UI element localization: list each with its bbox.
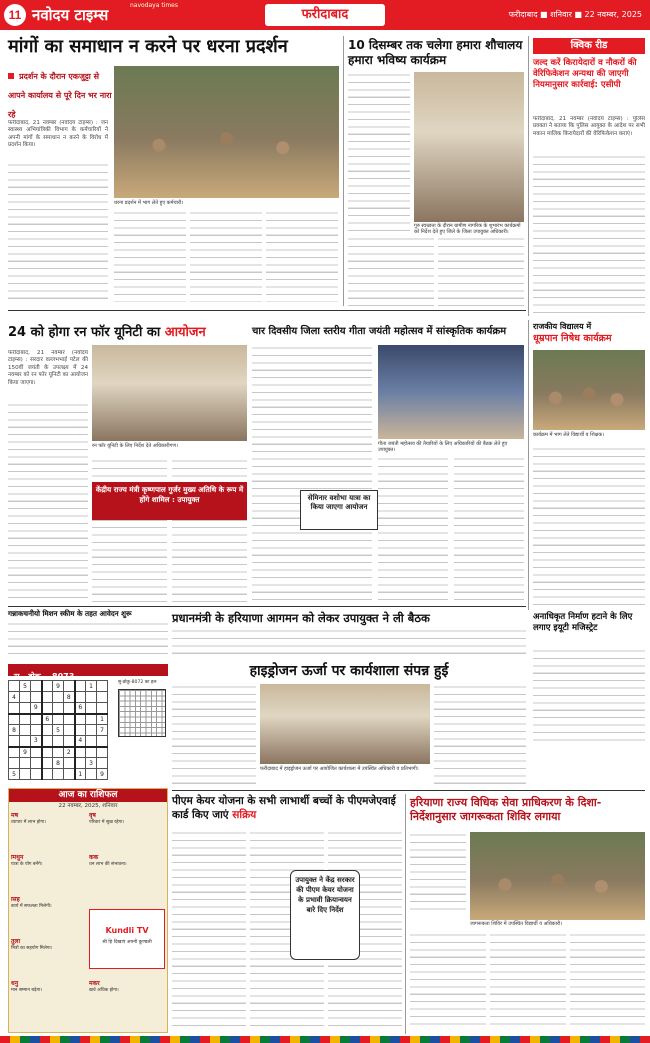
horoscope-title: आज का राशिफल xyxy=(9,789,167,802)
sign-name: कर्क xyxy=(89,855,99,861)
sudoku-cell: 2 xyxy=(64,747,75,758)
sudoku-cell xyxy=(64,681,75,692)
s10-body-col2 xyxy=(434,684,526,784)
s5-box-text: सेमिनार वशोभा यात्रा का किया जाएगा आयोजन xyxy=(307,494,371,511)
s1-subhead xyxy=(8,64,113,121)
sudoku-cell xyxy=(53,736,64,747)
sudoku-cell: 5 xyxy=(53,725,64,736)
s1-photo xyxy=(114,66,339,198)
s3-lede: फरीदाबाद, 21 नवम्बर (नवोदय टाइम्स) : पुलिस प्रवक्ता ने बताया कि पुलिस आयुक्त के आदेश पर सभी मकान मालिक किरायेदारों की वेरिफिकेशन कराएं। xyxy=(533,116,645,137)
sudoku-cell xyxy=(86,736,97,747)
sudoku-cell: 8 xyxy=(64,692,75,703)
sign-name: मेष xyxy=(11,813,19,819)
sudoku-cell xyxy=(31,758,42,769)
sign-text: परिवार में सुख रहेगा। xyxy=(89,819,125,825)
sign-text: व्यापार में लाभ होगा। xyxy=(11,819,46,825)
s3-kicker-bar xyxy=(533,38,645,54)
s4-headline-a: 24 को होगा रन फॉर यूनिटी का xyxy=(8,325,161,340)
footer-stripe xyxy=(0,1036,650,1043)
sudoku-prev-grid xyxy=(118,689,166,737)
sudoku-cell xyxy=(9,681,20,692)
sudoku-cell xyxy=(31,681,42,692)
s12-caption: जागरूकता शिविर में उपस्थित विद्यार्थी व अधिकारी। xyxy=(470,921,563,927)
s5-photo xyxy=(378,345,524,439)
sudoku-cell: 6 xyxy=(75,703,86,714)
sudoku-cell xyxy=(97,736,108,747)
sudoku-cell: 9 xyxy=(97,769,108,780)
divider xyxy=(528,320,529,610)
sudoku-cell xyxy=(53,714,64,725)
s6-photo xyxy=(533,350,645,430)
s4-caption: रन फॉर यूनिटी के लिए निर्देश देते अधिकारीगण। xyxy=(92,443,178,449)
horoscope-sign xyxy=(89,813,151,853)
sudoku-cell xyxy=(97,747,108,758)
sudoku-cell xyxy=(20,736,31,747)
s1-body-col1 xyxy=(8,162,108,302)
sign-text: मान सम्मान बढ़ेगा। xyxy=(11,987,43,993)
s11-body-col1 xyxy=(172,830,246,1030)
s2-body-col2 xyxy=(348,236,434,306)
sudoku-cell: 9 xyxy=(20,747,31,758)
sudoku-cell xyxy=(86,714,97,725)
s7-body xyxy=(8,621,168,659)
sudoku-cell: 5 xyxy=(9,769,20,780)
sudoku-cell: 1 xyxy=(97,714,108,725)
s2-body-col3 xyxy=(438,236,524,306)
sign-name: मिथुन xyxy=(11,855,24,861)
sign-text: कार्य में सफलता मिलेगी। xyxy=(11,903,52,909)
s12-headline: हरियाणा राज्य विधिक सेवा प्राधिकरण के दिशा-निर्देशानुसार जागरूकता शिविर लगाया xyxy=(410,796,602,823)
sign-name: तुला xyxy=(11,939,21,945)
s6-kicker: राजकीय विद्यालय में xyxy=(533,322,592,331)
sudoku-cell xyxy=(42,725,53,736)
s9-headline: अनाधिकृत निर्माण हटाने के लिए लगाए इयूटी मजिस्ट्रेट xyxy=(533,612,633,633)
s4-headline-b: आयोजन xyxy=(164,325,206,340)
sign-text: धन लाभ की संभावना। xyxy=(89,861,127,867)
edition-city: फरीदाबाद xyxy=(265,4,385,26)
sudoku-number: 8073 xyxy=(52,672,75,681)
sudoku-cell xyxy=(86,769,97,780)
kundli-logo: Kundli TV xyxy=(105,926,149,935)
s10-photo xyxy=(260,684,430,764)
s1-caption: धरना प्रदर्शन में भाग लेते हुए कर्मचारी। xyxy=(114,200,184,206)
horoscope-sign xyxy=(11,981,73,1021)
sudoku-cell xyxy=(42,703,53,714)
sudoku-cell: 3 xyxy=(86,758,97,769)
s1-subhead-text: प्रदर्शन के दौरान एकजुट्टा से आपने कार्यालय से पूरे दिन भर नारा रहे xyxy=(8,72,112,119)
sudoku-cell xyxy=(9,747,20,758)
s5-box xyxy=(300,490,378,530)
sudoku-cell xyxy=(97,692,108,703)
bullet-icon xyxy=(8,73,14,79)
s5-headline: चार दिवसीय जिला स्तरीय गीता जयंती महोत्सव में सांस्कृतिक कार्यक्रम xyxy=(252,326,507,337)
sudoku-cell xyxy=(9,714,20,725)
s7-headline: गन्नाकचनीयो मिशन स्कीम के तहत आवेदन शुरू xyxy=(8,609,132,618)
s5-body-col3 xyxy=(454,456,524,602)
sudoku-cell xyxy=(64,736,75,747)
sudoku-cell xyxy=(42,758,53,769)
sign-name: मकर xyxy=(89,981,100,987)
sudoku-cell xyxy=(20,725,31,736)
sudoku-cell xyxy=(31,714,42,725)
s1-body-col3 xyxy=(190,210,262,302)
sudoku-grid xyxy=(8,680,108,780)
sudoku-cell xyxy=(75,758,86,769)
s2-caption: गुरु स्वच्छता के दौरान ग्रामीण नागरिक के शुभारंभ कार्यक्रमों को निर्देश देते हुए जिले के जिला उपायुक्त अधिकारी। xyxy=(414,223,521,235)
s4-body-col2 xyxy=(92,458,167,602)
s6-caption: कार्यक्रम में भाग लेते विद्यार्थी व शिक्षक। xyxy=(533,432,605,438)
sudoku-cell xyxy=(64,725,75,736)
s12-photo xyxy=(470,832,645,920)
sudoku-cell xyxy=(53,703,64,714)
s1-lede: फरीदाबाद, 21 नवम्बर (नवोदय टाइम्स) : जन स्वास्थ्य अभियांत्रिकी विभाग के कर्मचारियों ने अपनी मांगों के समाधान न करने के विरोध में प्रदर्शन किया। xyxy=(8,120,108,149)
s11-headline-a: पीएम केयर योजना के सभी लाभार्थी बच्चों के पीएमजेएवाई कार्ड किए जाएं xyxy=(172,795,396,821)
masthead xyxy=(0,0,650,30)
sudoku-cell xyxy=(20,769,31,780)
sudoku-cell xyxy=(9,758,20,769)
sudoku-cell xyxy=(75,714,86,725)
sudoku-cell: 5 xyxy=(20,681,31,692)
s5-body-col1 xyxy=(252,345,372,602)
sign-name: वृष xyxy=(89,813,96,819)
kundli-card xyxy=(89,909,165,969)
sudoku-cell xyxy=(20,692,31,703)
s4-quote: केंद्रीय राज्य मंत्री कृष्णपाल गुर्जर मुख्य अतिथि के रूप में होंगे शामिल : उपायुक्त xyxy=(95,485,244,504)
sudoku-cell: 3 xyxy=(31,736,42,747)
sudoku-cell xyxy=(75,725,86,736)
sudoku-cell: 1 xyxy=(75,769,86,780)
sudoku-cell xyxy=(31,747,42,758)
sudoku-cell xyxy=(64,714,75,725)
s12-body-col1 xyxy=(410,832,466,912)
sudoku-cell xyxy=(86,747,97,758)
sudoku-cell xyxy=(42,747,53,758)
sudoku-prev-label: सु-डोकू-8072 का हल xyxy=(118,680,157,685)
divider xyxy=(172,790,645,791)
sign-text: मित्रों का सहयोग मिलेगा। xyxy=(11,945,53,951)
s11-headline xyxy=(172,794,400,822)
sudoku-cell xyxy=(64,769,75,780)
s2-photo xyxy=(414,72,524,222)
sudoku-cell xyxy=(86,692,97,703)
s12-body-col4 xyxy=(570,932,645,1030)
sudoku-cell xyxy=(53,769,64,780)
sudoku-cell xyxy=(9,736,20,747)
s11-pullquote xyxy=(290,870,360,960)
s8-body xyxy=(172,628,526,658)
sign-text: यात्रा के योग बनेंगे। xyxy=(11,861,43,867)
sudoku-cell xyxy=(42,736,53,747)
s4-body-col1 xyxy=(8,402,88,602)
sudoku-cell: 6 xyxy=(42,714,53,725)
s4-headline xyxy=(8,325,248,341)
s3-body xyxy=(533,154,645,314)
sign-name: धनु xyxy=(11,981,19,987)
divider xyxy=(405,794,406,1034)
sudoku-cell xyxy=(53,692,64,703)
sudoku-cell xyxy=(97,758,108,769)
s8-headline: प्रधानमंत्री के हरियाणा आगमन को लेकर उपायुक्त ने ली बैठक xyxy=(172,611,430,625)
sudoku-cell xyxy=(97,681,108,692)
s6-headline: धूम्रपान निषेध कार्यक्रम xyxy=(533,333,612,344)
sudoku-cell xyxy=(31,725,42,736)
s11-pull-text: उपायुक्त ने केंद्र सरकार की पीएम केयर योजना के प्रभावी क्रियान्वयन बारे दिए निर्देश xyxy=(295,876,355,914)
site-label: navodaya times xyxy=(130,2,179,9)
divider xyxy=(343,36,344,306)
s10-headline: हाइड्रोजन ऊर्जा पर कार्यशाला संपन्न हुई xyxy=(249,663,449,679)
sudoku-cell xyxy=(64,703,75,714)
sudoku-prev xyxy=(118,680,168,780)
sudoku-cell xyxy=(75,692,86,703)
sudoku-cell xyxy=(86,725,97,736)
sudoku-header xyxy=(8,664,168,681)
s3-headline: जल्द करें किरायेदारों व नौकरों की वेरिफिकेशन अन्यथा की जाएगी नियमानुसार कार्रवाई: एसीपी xyxy=(533,58,637,90)
sudoku-cell: 1 xyxy=(86,681,97,692)
horoscope-sign xyxy=(11,939,73,979)
sudoku-cell xyxy=(9,703,20,714)
newspaper-brand: नवोदय टाइम्स xyxy=(32,6,109,24)
sudoku-cell xyxy=(53,747,64,758)
s5-body-col2 xyxy=(378,456,448,602)
sudoku-cell xyxy=(64,758,75,769)
s3-kicker: क्विक रीड xyxy=(570,40,608,51)
sudoku-cell: 4 xyxy=(9,692,20,703)
s4-body-col3 xyxy=(172,458,247,602)
s6-body xyxy=(533,446,645,606)
s5-caption: गीता जयंती महोत्सव की तैयारियों के लिए अधिकारियों की बैठक लेते हुए उपायुक्त। xyxy=(378,441,508,453)
sign-name: सिंह xyxy=(11,897,20,903)
horoscope-date: 22 नवम्बर, 2025, शनिवार xyxy=(58,803,118,809)
divider xyxy=(8,606,526,607)
divider xyxy=(8,310,526,311)
sudoku-cell xyxy=(75,747,86,758)
horoscope-sign xyxy=(11,813,73,853)
horoscope-panel xyxy=(8,788,168,1033)
page-number: 11 xyxy=(4,4,26,26)
s1-body-col4 xyxy=(266,210,338,302)
sudoku-cell xyxy=(31,769,42,780)
s12-body-col2 xyxy=(410,932,486,1030)
horoscope-sign xyxy=(11,855,73,895)
s1-headline: मांगों का समाधान न करने पर धरना प्रदर्शन xyxy=(8,36,288,57)
s2-body-col1 xyxy=(348,72,410,232)
s10-caption: फरीदाबाद में हाइड्रोजन ऊर्जा पर आयोजित कार्यशाला में उपस्थित अधिकारी व प्रतिभागी। xyxy=(260,766,419,772)
s2-headline: 10 दिसम्बर तक चलेगा हमारा शौचालय हमारा भविष्य कार्यक्रम xyxy=(348,38,523,67)
sudoku-cell: 4 xyxy=(75,736,86,747)
horoscope-sign xyxy=(89,855,151,895)
s12-body-col3 xyxy=(490,932,566,1030)
s4-photo xyxy=(92,345,247,441)
sudoku-cell xyxy=(20,703,31,714)
sudoku-cell xyxy=(42,769,53,780)
sudoku-cell: 9 xyxy=(31,703,42,714)
sudoku-cell xyxy=(97,703,108,714)
sudoku-cell: 8 xyxy=(9,725,20,736)
s11-headline-b: सक्रिय xyxy=(232,809,257,821)
s4-quote-box xyxy=(92,482,247,520)
date-line: फरीदाबाद ■ शनिवार ■ 22 नवम्बर, 2025 xyxy=(508,10,642,19)
sudoku-cell xyxy=(20,758,31,769)
kundli-tag: श्री हि दिखाएं अपनी कुण्डली xyxy=(102,940,152,945)
sign-text: खर्च अधिक होगा। xyxy=(89,987,119,993)
s1-body-col2 xyxy=(114,210,186,302)
sudoku-cell xyxy=(20,714,31,725)
s10-body-col1 xyxy=(172,684,256,784)
sudoku-label: सु - डोकू - xyxy=(14,672,47,681)
sudoku-cell: 7 xyxy=(97,725,108,736)
sudoku-cell xyxy=(42,692,53,703)
sudoku-cell xyxy=(86,703,97,714)
s4-lede: फरीदाबाद, 21 नवम्बर (नवोदय टाइम्स) : सरदार वल्लभभाई पटेल की 150वीं जयंती के उपलक्ष्य में 24 नवम्बर को रन फॉर यूनिटी का आयोजन किया जाएगा। xyxy=(8,350,88,386)
divider xyxy=(528,36,529,316)
sudoku-cell xyxy=(75,681,86,692)
sudoku-cell xyxy=(31,692,42,703)
horoscope-sign xyxy=(89,981,151,1021)
sudoku-cell xyxy=(42,681,53,692)
sudoku-cell: 8 xyxy=(53,758,64,769)
horoscope-sign xyxy=(11,897,73,937)
s9-body xyxy=(533,648,645,744)
sudoku-cell: 9 xyxy=(53,681,64,692)
